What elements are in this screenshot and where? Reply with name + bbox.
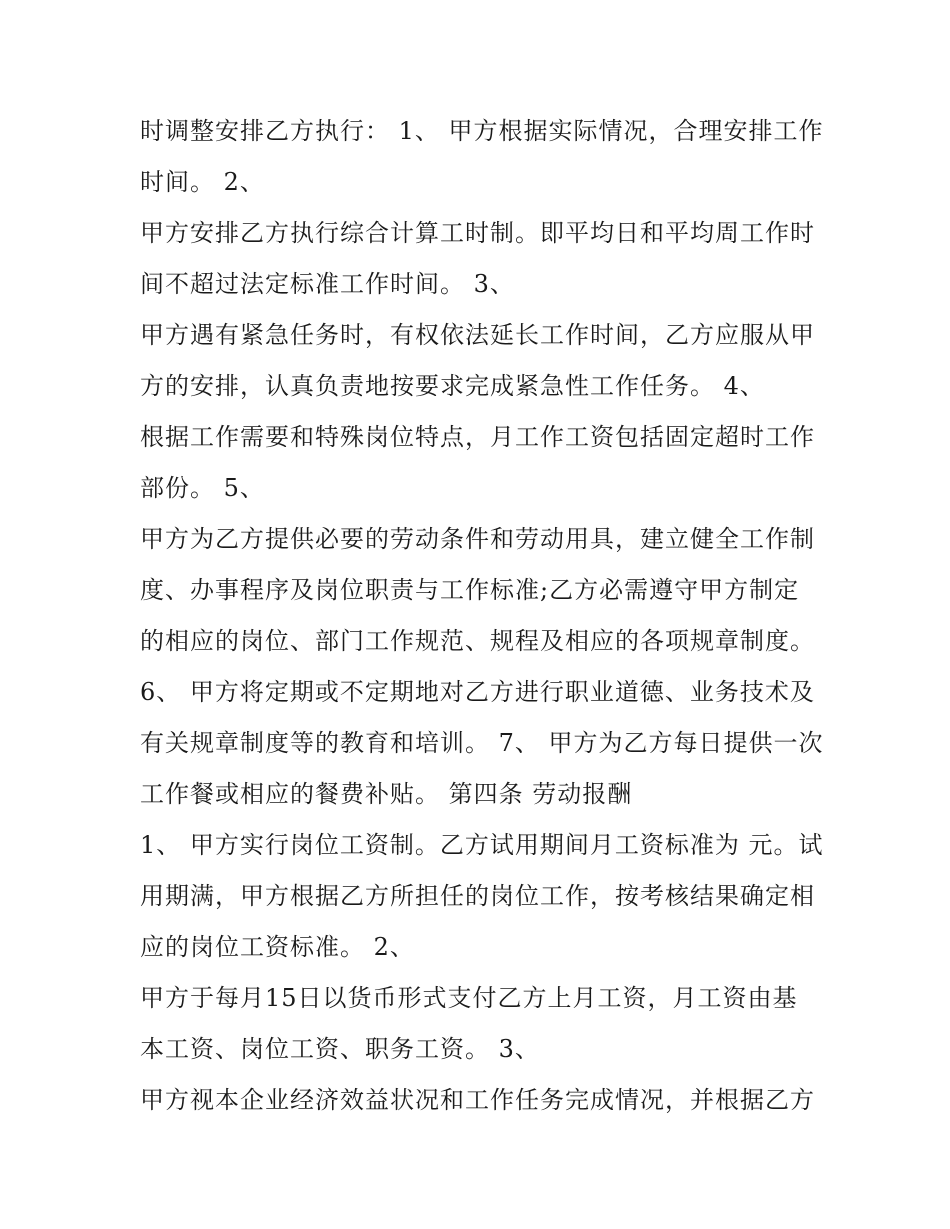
text-line: 时调整安排乙方执行： 1、 甲方根据实际情况，合理安排工作 [140, 117, 824, 145]
text-line: 工作餐或相应的餐费补贴。 第四条 劳动报酬 [140, 780, 633, 808]
text-line: 的相应的岗位、部门工作规范、规程及相应的各项规章制度。 [140, 627, 815, 655]
text-line: 用期满，甲方根据乙方所担任的岗位工作，按考核结果确定相 [140, 882, 815, 910]
text-line: 时间。 2、 [140, 168, 265, 196]
text-line: 应的岗位工资标准。 2、 [140, 933, 415, 961]
text-line: 根据工作需要和特殊岗位特点，月工作工资包括固定超时工作 [140, 423, 815, 451]
text-line: 方的安排，认真负责地按要求完成紧急性工作任务。 4、 [140, 372, 765, 400]
text-line: 本工资、岗位工资、职务工资。 3、 [140, 1035, 540, 1063]
text-line: 有关规章制度等的教育和培训。 7、 甲方为乙方每日提供一次 [140, 729, 824, 757]
text-line: 间不超过法定标准工作时间。 3、 [140, 270, 515, 298]
text-line: 甲方遇有紧急任务时，有权依法延长工作时间，乙方应服从甲 [140, 321, 815, 349]
text-line: 部份。 5、 [140, 474, 265, 502]
text-line: 甲方于每月15日以货币形式支付乙方上月工资，月工资由基 [140, 984, 798, 1012]
text-line: 甲方安排乙方执行综合计算工时制。即平均日和平均周工作时 [140, 219, 815, 247]
text-line: 度、办事程序及岗位职责与工作标准;乙方必需遵守甲方制定 [140, 576, 800, 604]
text-line: 1、 甲方实行岗位工资制。乙方试用期间月工资标准为 元。试 [140, 831, 824, 859]
text-line: 甲方视本企业经济效益状况和工作任务完成情况，并根据乙方 [140, 1086, 815, 1114]
text-line: 甲方为乙方提供必要的劳动条件和劳动用具，建立健全工作制 [140, 525, 815, 553]
text-line: 6、 甲方将定期或不定期地对乙方进行职业道德、业务技术及 [140, 678, 815, 706]
document-body [140, 106, 824, 1126]
